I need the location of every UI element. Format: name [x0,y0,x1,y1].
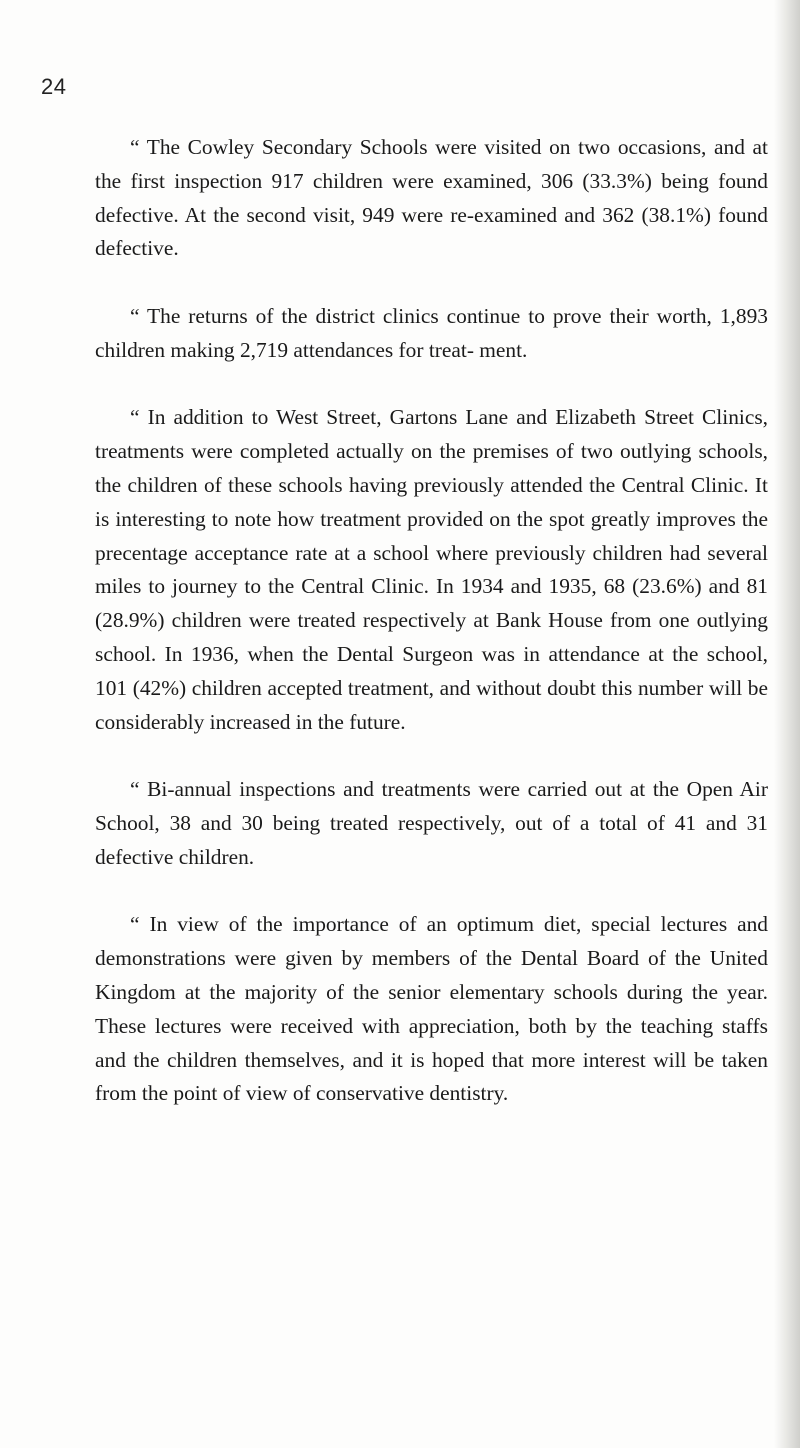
paragraph-open-air-school: “ Bi-annual inspections and treatments were carried out at the Open Air School, 38 and 30 being treated respectively, out of a total of 41 and 31 defective children. [95,777,768,869]
page-edge-shadow [774,0,800,1448]
report-body [95,131,768,1111]
paragraph-dental-lectures: “ In view of the importance of an optimum diet, special lectures and demonstrations were given by members of the Dental Board of the United Kingdom at the majority of the senior elementary schools during the year. These lectures were received with appreciation, both by the teaching staffs and the children themselves, and it is hoped that more interest will be taken from the point of view of conservative dentistry. [95,912,768,1106]
paragraph-outlying-schools: “ In addition to West Street, Gartons Lane and Elizabeth Street Clinics, treatments were completed actually on the premises of two outlying schools, the children of these schools having previously attended the Central Clinic. It is interesting to note how treatment provided on the spot greatly improves the precentage acceptance rate at a school where previously children had several miles to journey to the Central Clinic. In 1934 and 1935, 68 (23.6%) and 81 (28.9%) children were treated respectively at Bank House from one outlying school. In 1936, when the Dental Surgeon was in attendance at the school, 101 (42%) children accepted treatment, and without doubt this number will be considerably increased in the future. [95,405,768,734]
page-number: 24 [41,74,67,99]
paragraph-cowley-schools: “ The Cowley Secondary Schools were visited on two occasions, and at the first inspection 917 children were examined, 306 (33.3%) being found defective. At the second visit, 949 were re-examined and 362 (38.1%) found defective. [95,135,768,261]
paragraph-district-clinics: “ The returns of the district clinics continue to prove their worth, 1,893 children making 2,719 attendances for treat- ment. [95,303,768,362]
